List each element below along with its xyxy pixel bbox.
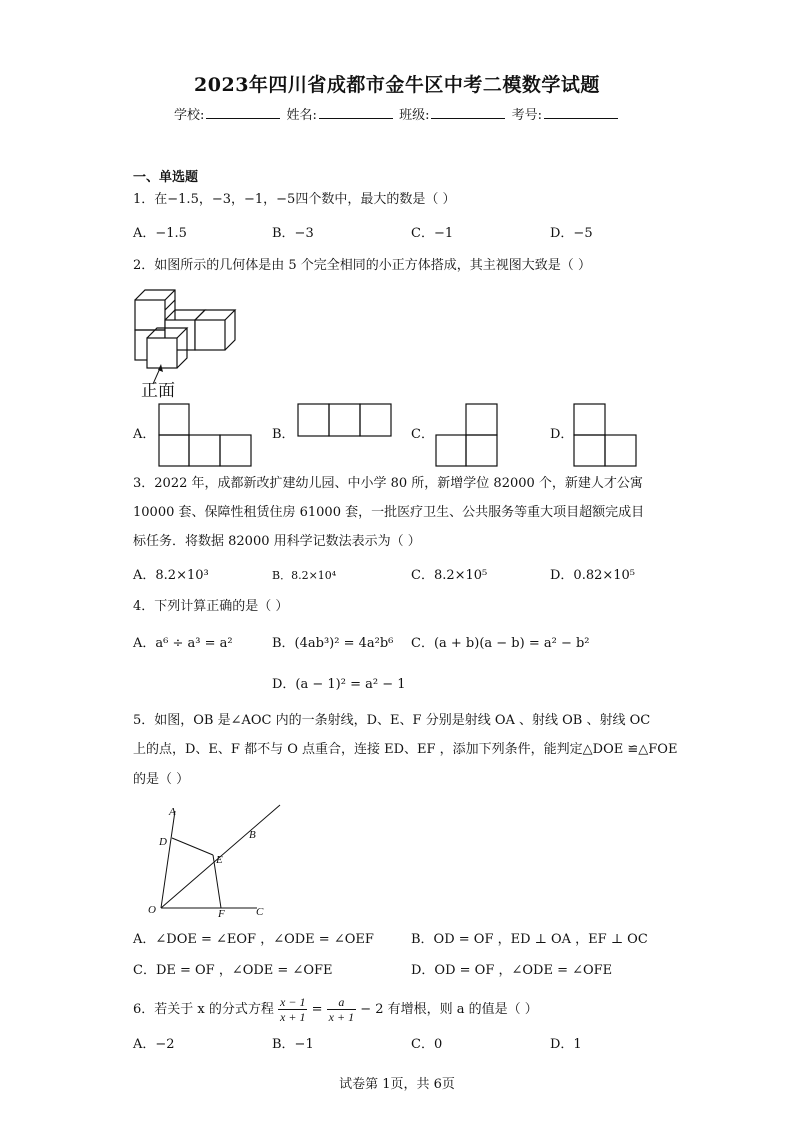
segment-de	[172, 838, 213, 855]
q3-line-2: 10000 套、保障性租赁住房 61000 套，一批医疗卫生、公共服务等重大项目超额完成目	[133, 505, 645, 520]
q6-option-d: D．1	[550, 1037, 582, 1052]
q6-fraction-left: $\frac{x - 1}{x + 1}$	[280, 995, 306, 1024]
q4-option-b: B．(4ab³)² = 4a²b⁶	[272, 636, 394, 651]
exam-number-blank	[544, 107, 618, 119]
q3-option-a: A．8.2×10³	[133, 568, 209, 583]
q6-fraction-right: $\frac{a}{x + 1}$	[328, 995, 355, 1024]
q3-line-3: 标任务．将数据 82000 用科学记数法表示为（ ）	[133, 534, 421, 549]
angle-figure	[145, 805, 285, 920]
q6-stem-post: − 2 有增根，则 a 的值是（ ）	[360, 1002, 538, 1017]
q4-option-d: D．(a − 1)² = a² − 1	[272, 677, 406, 692]
label-f: F	[218, 908, 225, 920]
q5-option-b: B．OD = OF ，ED ⊥ OA ，EF ⊥ OC	[411, 932, 648, 947]
name-label: 姓名:	[286, 108, 317, 123]
q3-option-b: B．8.2×10⁴	[272, 569, 337, 582]
q1-option-d: D．−5	[550, 226, 593, 241]
q2-option-c-view[interactable]	[435, 403, 499, 467]
q6-stem-pre: 6．若关于 x 的分式方程	[133, 1002, 274, 1017]
cube-solid-figure	[125, 280, 235, 375]
section-heading: 一、单选题	[133, 170, 199, 185]
exam-number-label: 考号:	[511, 108, 542, 123]
q2-option-b-letter: B．	[272, 427, 295, 442]
q2-option-d-letter: D．	[550, 427, 574, 442]
ray-oa	[161, 811, 175, 908]
class-label: 班级:	[399, 108, 430, 123]
q3-option-d: D．0.82×10⁵	[550, 568, 636, 583]
q6-equals: =	[311, 1002, 323, 1017]
label-o: O	[148, 904, 156, 916]
q2-option-a-view[interactable]	[158, 403, 252, 467]
name-blank	[319, 107, 393, 119]
q4-option-c: C．(a + b)(a − b) = a² − b²	[411, 636, 590, 651]
q1-option-b: B．−3	[272, 226, 314, 241]
label-e: E	[216, 854, 223, 866]
q5-option-d: D．OD = OF ，∠ODE = ∠OFE	[411, 963, 613, 978]
school-blank	[206, 107, 280, 119]
q2-option-b-view[interactable]	[297, 403, 393, 437]
q1-stem: 1．在−1.5，−3，−1，−5四个数中，最大的数是（ ）	[133, 192, 456, 207]
q3-option-c: C．8.2×10⁵	[411, 568, 488, 583]
student-info-row	[0, 104, 794, 123]
q3-line-1: 3．2022 年，成都新改扩建幼儿园、中小学 80 所，新增学位 82000 个，新建人才公寓	[133, 476, 643, 491]
class-blank	[431, 107, 505, 119]
label-a: A	[169, 806, 176, 818]
q5-line-3: 的是（ ）	[133, 772, 190, 787]
q1-option-a: A．−1.5	[133, 226, 187, 241]
q1-option-c: C．−1	[411, 226, 454, 241]
q5-line-1: 5．如图，OB 是∠AOC 内的一条射线，D、E、F 分别是射线 OA 、射线 OB 、射线 OC	[133, 713, 651, 728]
page-title: 2023年四川省成都市金牛区中考二模数学试题	[194, 74, 600, 96]
front-view-label: 正面	[141, 381, 175, 401]
q2-option-a-letter: A．	[133, 427, 156, 442]
q5-option-a: A．∠DOE = ∠EOF ，∠ODE = ∠OEF	[133, 932, 374, 947]
label-b: B	[249, 829, 256, 841]
q4-stem: 4．下列计算正确的是（ ）	[133, 599, 289, 614]
q6-stem	[133, 994, 538, 1026]
q6-option-c: C．0	[411, 1037, 443, 1052]
label-d: D	[159, 836, 167, 848]
q5-option-c: C．DE = OF ，∠ODE = ∠OFE	[133, 963, 333, 978]
q2-option-d-view[interactable]	[573, 403, 637, 467]
q2-option-c-letter: C．	[411, 427, 434, 442]
q2-stem: 2．如图所示的几何体是由 5 个完全相同的小正方体搭成，其主视图大致是（ ）	[133, 258, 591, 273]
school-label: 学校:	[174, 108, 205, 123]
q5-line-2: 上的点，D、E、F 都不与 O 点重合，连接 ED、EF ，添加下列条件，能判定△DOE ≌△FOE	[133, 742, 678, 757]
page-footer: 试卷第 1页，共 6页	[339, 1077, 455, 1092]
q6-option-b: B．−1	[272, 1037, 314, 1052]
label-c: C	[256, 906, 264, 918]
q4-option-a: A．a⁶ ÷ a³ = a²	[133, 636, 233, 651]
q6-option-a: A．−2	[133, 1037, 175, 1052]
